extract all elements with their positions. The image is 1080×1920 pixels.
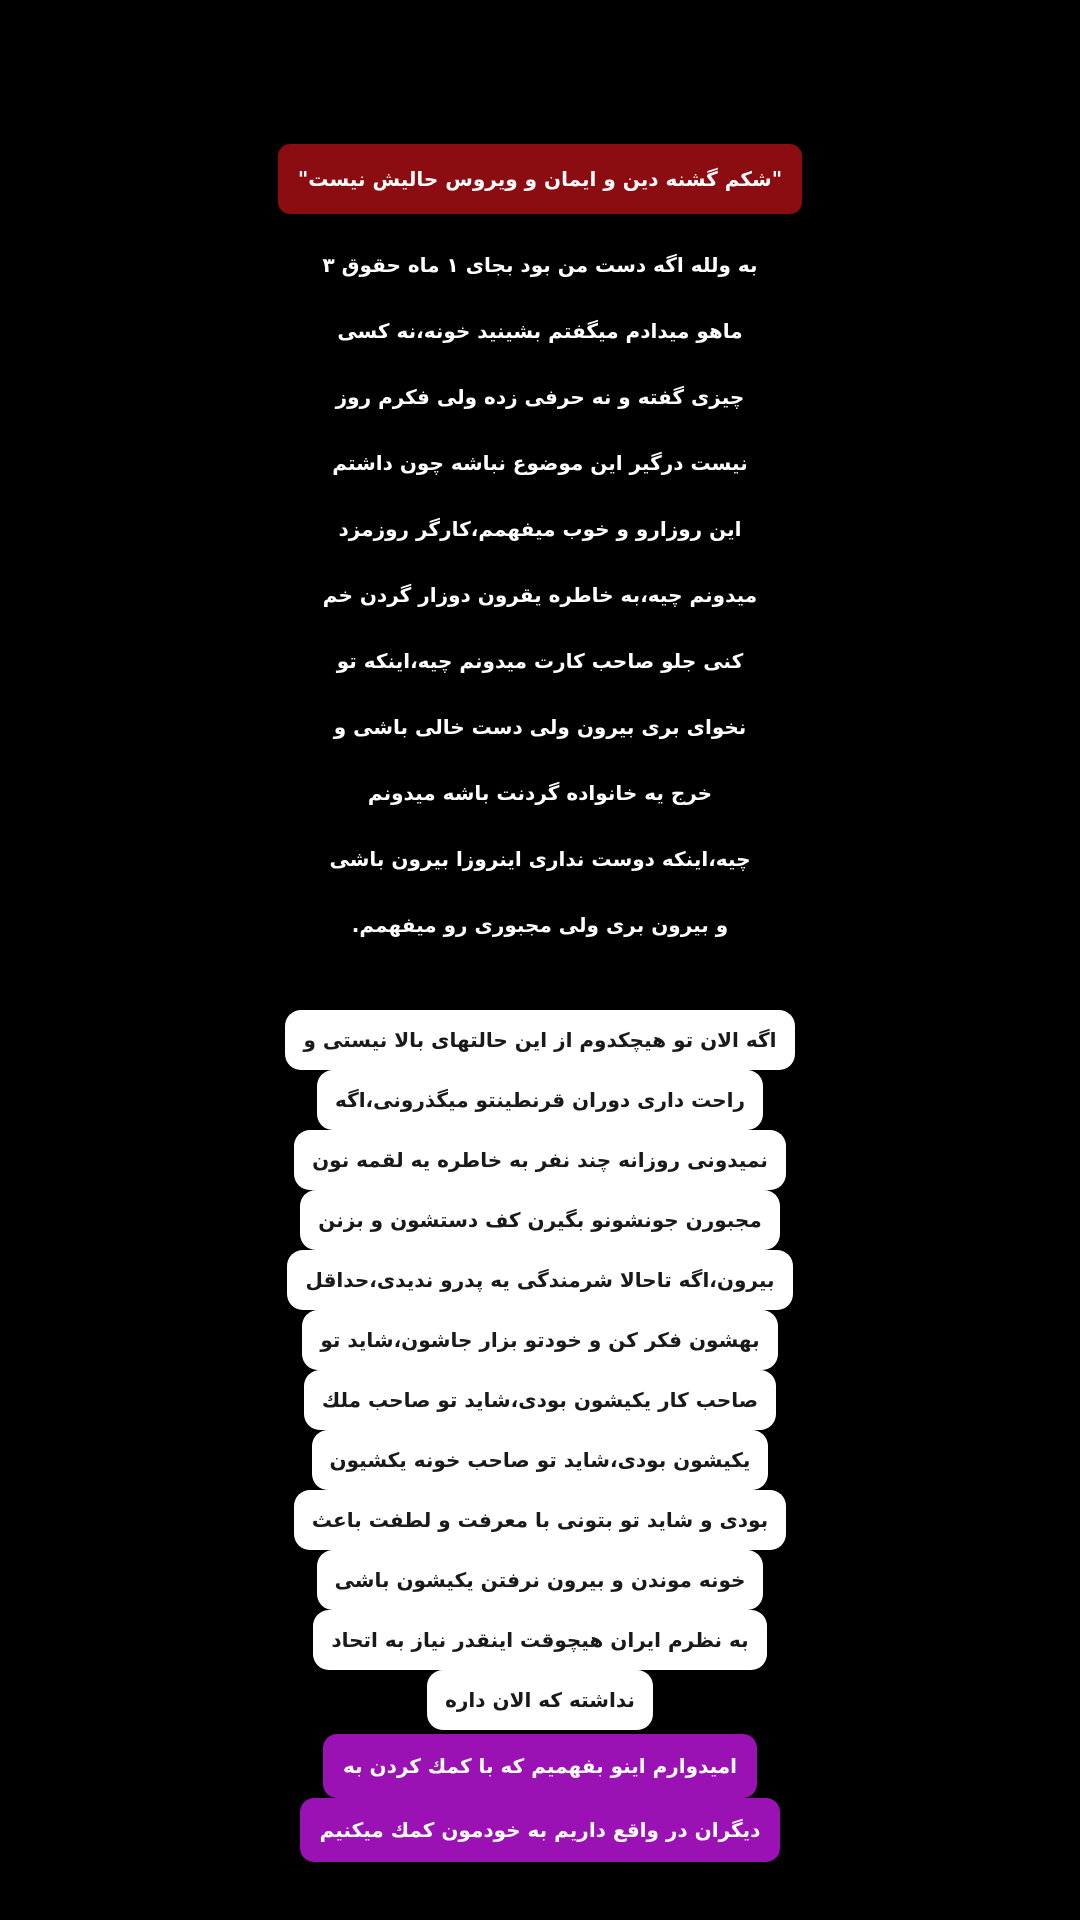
white-line xyxy=(0,1610,1080,1670)
white-line-text: به نظرم ایران هیچوقت اینقدر نیاز به اتحاد xyxy=(313,1610,766,1670)
purple-line-text: دیگران در واقع داریم به خودمون کمك میکنیم xyxy=(300,1798,781,1862)
body-line: این روزارو و خوب میفهمم،کارگر روزمزد xyxy=(338,517,742,541)
purple-highlight-text xyxy=(0,1734,1080,1862)
white-line-text: راحت داری دوران قرنطینتو میگذرونی،اگه xyxy=(317,1070,763,1130)
white-line-text: مجبورن جونشونو بگیرن کف دستشون و بزنن xyxy=(300,1190,779,1250)
white-line xyxy=(0,1190,1080,1250)
body-line: کنی جلو صاحب کارت میدونم چیه،اینکه تو xyxy=(336,649,744,673)
body-line: خرج یه خانواده گردنت باشه میدونم xyxy=(367,781,713,805)
body-line: نیست درگیر این موضوع نباشه چون داشتم xyxy=(332,451,748,475)
body-line: و بیرون بری ولی مجبوری رو میفهمم. xyxy=(351,913,729,937)
title-text: "شکم گشنه دین و ایمان و ویروس حالیش نیست" xyxy=(278,144,802,214)
white-highlight-text xyxy=(0,1010,1080,1730)
white-line-text: اگه الان تو هیچکدوم از این حالتهای بالا نیستی و xyxy=(285,1010,794,1070)
white-line-text: صاحب کار یکیشون بودی،شاید تو صاحب ملك xyxy=(304,1370,776,1430)
white-line-text: نمیدونی روزانه چند نفر به خاطره یه لقمه نون xyxy=(294,1130,786,1190)
white-line-text: یکیشون بودی،شاید تو صاحب خونه یکشیون xyxy=(312,1430,769,1490)
body-line: به ولله اگه دست من بود بجای ۱ ماه حقوق ۳ xyxy=(322,253,758,277)
body-line: ماهو میدادم میگفتم بشینید خونه،نه کسی xyxy=(337,319,743,343)
body-line: چیه،اینکه دوست نداری اینروزا بیرون باشی xyxy=(329,847,751,871)
white-line-text: بودی و شاید تو بتونی با معرفت و لطفت باعث xyxy=(294,1490,786,1550)
white-line xyxy=(0,1310,1080,1370)
white-line xyxy=(0,1370,1080,1430)
story-title xyxy=(0,144,1080,214)
white-line xyxy=(0,1070,1080,1130)
white-line xyxy=(0,1130,1080,1190)
purple-line xyxy=(0,1798,1080,1862)
body-line: چیزی گفته و نه حرفی زده ولی فکرم روز xyxy=(335,385,745,409)
white-line xyxy=(0,1430,1080,1490)
purple-line xyxy=(0,1734,1080,1798)
white-line-text: نداشته که الان داره xyxy=(427,1670,653,1730)
story-body-text xyxy=(0,232,1080,958)
white-line xyxy=(0,1550,1080,1610)
title-line xyxy=(0,144,1080,214)
body-line: میدونم چیه،به خاطره یقرون دوزار گردن خم xyxy=(322,583,758,607)
white-line xyxy=(0,1010,1080,1070)
white-line-text: خونه موندن و بیرون نرفتن یکیشون باشی xyxy=(317,1550,764,1610)
body-line: نخوای بری بیرون ولی دست خالی باشی و xyxy=(333,715,747,739)
white-line xyxy=(0,1250,1080,1310)
white-line xyxy=(0,1490,1080,1550)
white-line-text: بهشون فکر کن و خودتو بزار جاشون،شاید تو xyxy=(302,1310,777,1370)
purple-line-text: امیدوارم اینو بفهمیم که با کمك کردن به xyxy=(323,1734,757,1798)
white-line xyxy=(0,1670,1080,1730)
white-line-text: بیرون،اگه تاحالا شرمندگی یه پدرو ندیدی،حداقل xyxy=(287,1250,792,1310)
